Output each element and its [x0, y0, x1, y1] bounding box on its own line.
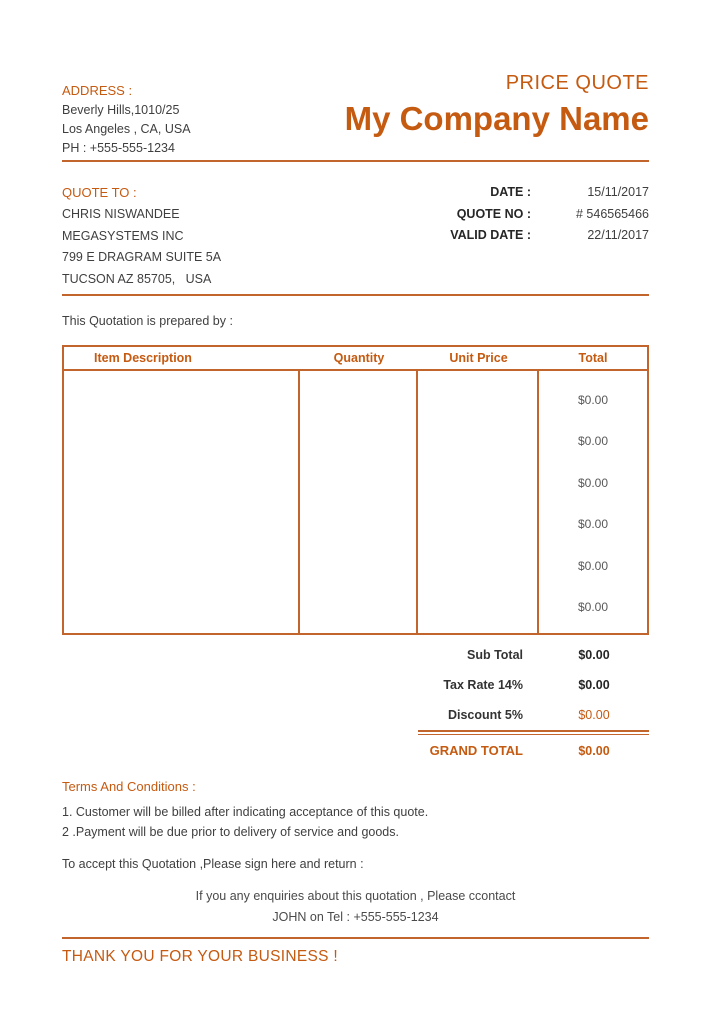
company-address-block — [62, 81, 191, 158]
quote-to-line: TUCSON AZ 85705, USA — [62, 272, 212, 287]
item-description-column — [64, 371, 300, 633]
company-name: My Company Name — [344, 100, 649, 137]
header-unit-price: Unit Price — [449, 350, 508, 365]
quote-info-divider — [62, 294, 649, 296]
terms-item: 2 .Payment will be due prior to delivery of service and goods. — [62, 825, 399, 840]
subtotal-label: Sub Total — [466, 647, 523, 662]
date-label: DATE : — [490, 185, 531, 199]
meta-row-date — [399, 182, 649, 204]
address-line: Beverly Hills,1010/25 — [62, 103, 180, 117]
thank-you-message: THANK YOU FOR YOUR BUSINESS ! — [62, 947, 338, 965]
quote-no-label: QUOTE NO : — [456, 206, 531, 221]
quote-to-block — [62, 182, 221, 291]
row-total-value: $0.00 — [577, 475, 609, 490]
contact-block — [62, 886, 649, 928]
quote-to-heading: QUOTE TO : — [62, 185, 137, 200]
header-item-description: Item Description — [94, 350, 192, 365]
company-title-block — [345, 70, 649, 140]
subtotal-row — [62, 640, 649, 670]
grand-total-row — [62, 735, 649, 767]
prepared-by-note: This Quotation is prepared by : — [62, 313, 233, 328]
address-line: PH : +555-555-1234 — [62, 141, 175, 155]
contact-phone-line: JOHN on Tel : +555-555-1234 — [272, 909, 439, 924]
quote-to-line: MEGASYSTEMS INC — [62, 228, 184, 243]
document-type-title: PRICE QUOTE — [505, 72, 649, 94]
header-divider — [62, 160, 649, 162]
discount-value: $0.00 — [578, 707, 610, 722]
tax-rate-label: Tax Rate 14% — [443, 677, 523, 692]
row-total-value: $0.00 — [577, 600, 609, 615]
grand-total-label: GRAND TOTAL — [429, 743, 523, 759]
discount-label: Discount 5% — [447, 707, 523, 722]
accept-note: To accept this Quotation ,Please sign here and return : — [62, 856, 364, 871]
header-total: Total — [578, 350, 608, 365]
quote-to-line: CHRIS NISWANDEE — [62, 207, 180, 221]
row-total-value: $0.00 — [577, 558, 609, 573]
quantity-column — [300, 371, 418, 633]
unit-price-column — [418, 371, 539, 633]
tax-rate-row — [62, 670, 649, 700]
subtotal-value: $0.00 — [578, 647, 610, 662]
quote-no-value: # 546565466 — [576, 206, 649, 221]
discount-row — [62, 700, 649, 730]
meta-row-quote-no — [399, 204, 649, 226]
row-total-value: $0.00 — [577, 517, 609, 532]
total-column — [539, 371, 647, 633]
items-table-body — [62, 371, 649, 635]
valid-date-label: VALID DATE : — [450, 228, 531, 242]
items-table-header — [62, 345, 649, 371]
valid-date-value: 22/11/2017 — [587, 228, 649, 242]
header-quantity: Quantity — [333, 350, 385, 365]
address-heading: ADDRESS : — [62, 83, 133, 98]
row-total-value: $0.00 — [577, 392, 609, 407]
address-line: Los Angeles , CA, USA — [62, 122, 191, 136]
quote-meta-block — [399, 182, 649, 291]
footer-divider — [62, 937, 649, 939]
document-header — [62, 0, 649, 158]
terms-heading: Terms And Conditions : — [62, 778, 196, 794]
contact-enquiries-line: If you any enquiries about this quotation , Please ccontact — [195, 888, 516, 903]
terms-item: 1. Customer will be billed after indicating acceptance of this quote. — [62, 804, 429, 819]
quote-info-section — [62, 182, 649, 291]
tax-rate-value: $0.00 — [578, 677, 610, 692]
grand-total-value: $0.00 — [578, 743, 610, 758]
row-total-value: $0.00 — [577, 434, 609, 449]
terms-list — [62, 802, 649, 843]
meta-row-valid-date — [399, 225, 649, 247]
date-value: 15/11/2017 — [587, 185, 649, 199]
quote-to-line: 799 E DRAGRAM SUITE 5A — [62, 250, 222, 265]
totals-summary — [62, 640, 649, 767]
